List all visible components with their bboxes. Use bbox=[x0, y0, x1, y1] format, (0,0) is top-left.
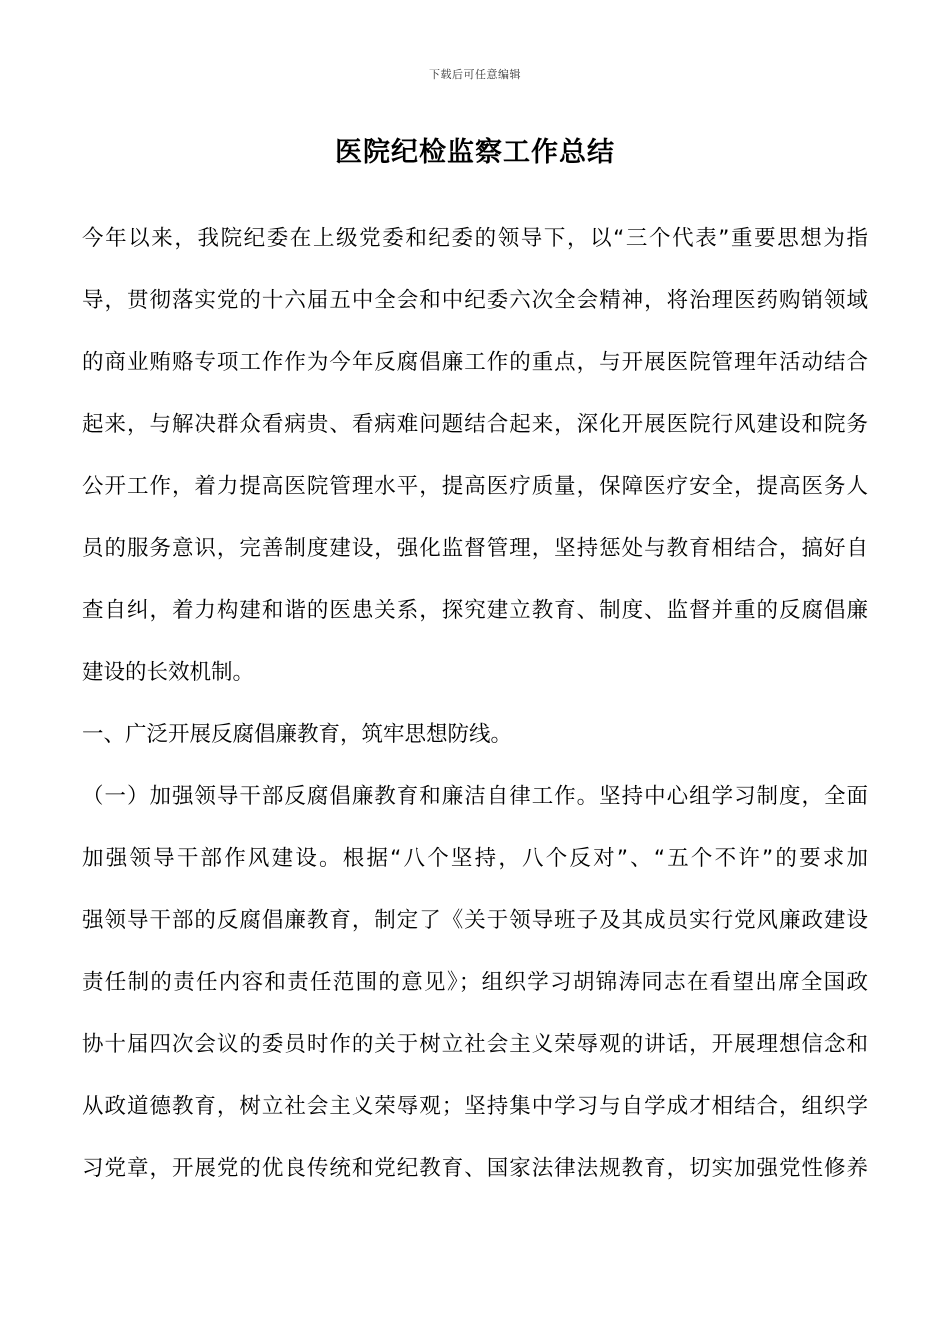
document-title: 医院纪检监察工作总结 bbox=[335, 137, 615, 168]
text-line: 从政道德教育，树立社会主义荣辱观；坚持集中学习与自学成才相结合，组织学 bbox=[82, 1094, 868, 1119]
text-line: 协十届四次会议的委员时作的关于树立社会主义荣辱观的讲话，开展理想信念和 bbox=[82, 1032, 868, 1057]
text-line: 员的服务意识，完善制度建设，强化监督管理，坚持惩处与教育相结合，搞好自 bbox=[82, 536, 868, 561]
text-line: 查自纠，着力构建和谐的医患关系，探究建立教育、制度、监督并重的反腐倡廉 bbox=[82, 598, 868, 623]
text-line: 责任制的责任内容和责任范围的意见》；组织学习胡锦涛同志在看望出席全国政 bbox=[82, 970, 868, 995]
text-line: 强领导干部的反腐倡廉教育，制定了《关于领导班子及其成员实行党风廉政建设 bbox=[82, 908, 868, 933]
text-line: 起来，与解决群众看病贵、看病难问题结合起来，深化开展医院行风建设和院务 bbox=[82, 412, 868, 437]
text-line: 导，贯彻落实党的十六届五中全会和中纪委六次全会精神，将治理医药购销领域 bbox=[82, 288, 868, 313]
text-line: 一、广泛开展反腐倡廉教育，筑牢思想防线。 bbox=[82, 722, 513, 747]
text-line: 习党章，开展党的优良传统和党纪教育、国家法律法规教育，切实加强党性修养 bbox=[82, 1156, 868, 1181]
header-note: 下载后可任意编辑 bbox=[429, 68, 521, 81]
text-line: 加强领导干部作风建设。根据“八个坚持，八个反对”、“五个不许”的要求加 bbox=[82, 846, 868, 871]
text-line: 公开工作，着力提高医院管理水平，提高医疗质量，保障医疗安全，提高医务人 bbox=[82, 474, 868, 499]
text-line: 今年以来，我院纪委在上级党委和纪委的领导下，以“三个代表”重要思想为指 bbox=[82, 226, 868, 251]
text-line: 建设的长效机制。 bbox=[82, 660, 255, 685]
text-line: （一）加强领导干部反腐倡廉教育和廉洁自律工作。坚持中心组学习制度，全面 bbox=[82, 784, 868, 809]
body-text bbox=[82, 216, 868, 1208]
text-line: 的商业贿赂专项工作作为今年反腐倡廉工作的重点，与开展医院管理年活动结合 bbox=[82, 350, 868, 375]
